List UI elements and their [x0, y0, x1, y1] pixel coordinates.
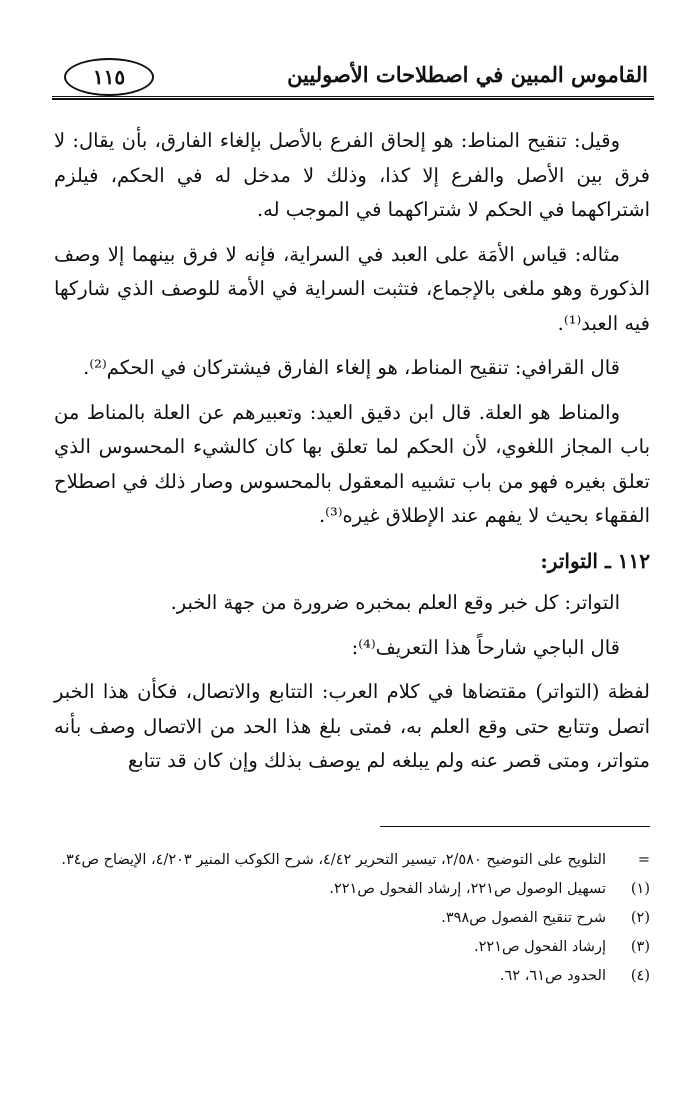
- footnote-marker: (٣): [630, 939, 650, 955]
- footnote-divider: [380, 826, 650, 827]
- footnote-marker: (٤): [630, 968, 650, 984]
- footnote-item: [54, 904, 650, 933]
- page-number: ١١٥: [64, 58, 154, 96]
- footnote-text: التلويح على التوضيح ٢/٥٨٠، تيسير التحرير ٤/٤٢، شرح الكوكب المنير ٤/٢٠٣، الإيضاح ص٣٤.: [61, 852, 606, 868]
- footnote-marker: =: [637, 852, 650, 868]
- footnote-text: إرشاد الفحول ص٢٢١.: [474, 939, 606, 955]
- footnote-item: [54, 962, 650, 991]
- footnotes: [54, 846, 650, 991]
- paragraph-manat: والمناط هو العلة. قال ابن دقيق العيد: وتعبيرهم عن العلة بالمناط من باب المجاز اللغوي، لأن الحكم لما تعلق بها كان كالشيء المحسوس الذي تعلق بغيره فهو من باب تشبيه المعقول بالمحسوس وصار ذلك في اصطلاح الفقهاء بحيث لا يفهم عند الإطلاق غيره⁽³⁾.: [54, 400, 650, 527]
- paragraph-tanqih-definition: وقيل: تنقيح المناط: هو إلحاق الفرع بالأصل بإلغاء الفارق، بأن يقال: لا فرق بين الأصل والفرع إلا كذا، وذلك لا مدخل له في الحكم، فيلزم اشتراكهما في الحكم لا شتراكهما في الموجب له.: [54, 129, 650, 221]
- footnote-text: تسهيل الوصول ص٢٢١، إرشاد الفحول ص٢٢١.: [329, 881, 606, 897]
- footnote-item: [54, 933, 650, 962]
- footnote-marker: (٢): [630, 910, 650, 926]
- paragraph-tawatur-definition: التواتر: كل خبر وقع العلم بمخبره ضرورة من جهة الخبر.: [170, 591, 620, 614]
- footnote-text: الحدود ص٦١، ٦٢.: [499, 968, 606, 984]
- page-header: [56, 56, 652, 96]
- main-text: [54, 124, 650, 789]
- footnote-text: شرح تنقيح الفصول ص٣٩٨.: [441, 910, 606, 926]
- paragraph-example: مثاله: قياس الأمَة على العبد في السراية، فإنه لا فرق بينهما إلا وصف الذكورة وهو ملغى بالإجماع، فتثبت السراية في الأمة للوصف الذي شاركها فيه العبد⁽¹⁾.: [54, 242, 650, 335]
- paragraph-qarafi: قال القرافي: تنقيح المناط، هو إلغاء الفارق فيشتركان في الحكم⁽²⁾.: [83, 356, 620, 379]
- paragraph-tawatur-meaning: لفظة (التواتر) مقتضاها في كلام العرب: التتابع والاتصال، فكأن هذا الخبر اتصل وتتابع حتى وقع العلم به، فمتى بلغ هذا الحد من الاتصال وصف بأنه متواتر، ومتى قصر عنه ولم يبلغه لم يوصف بذلك وإن كان قد تتابع: [54, 680, 650, 772]
- section-heading: ١١٢ ـ التواتر:: [540, 548, 650, 573]
- footnote-item: [54, 875, 650, 904]
- footnote-marker: (١): [630, 881, 650, 897]
- running-title: القاموس المبين في اصطلاحات الأصوليين: [287, 62, 648, 87]
- paragraph-baji: قال الباجي شارحاً هذا التعريف⁽⁴⁾:: [351, 635, 620, 659]
- header-divider: [52, 96, 654, 100]
- footnote-item: [54, 846, 650, 875]
